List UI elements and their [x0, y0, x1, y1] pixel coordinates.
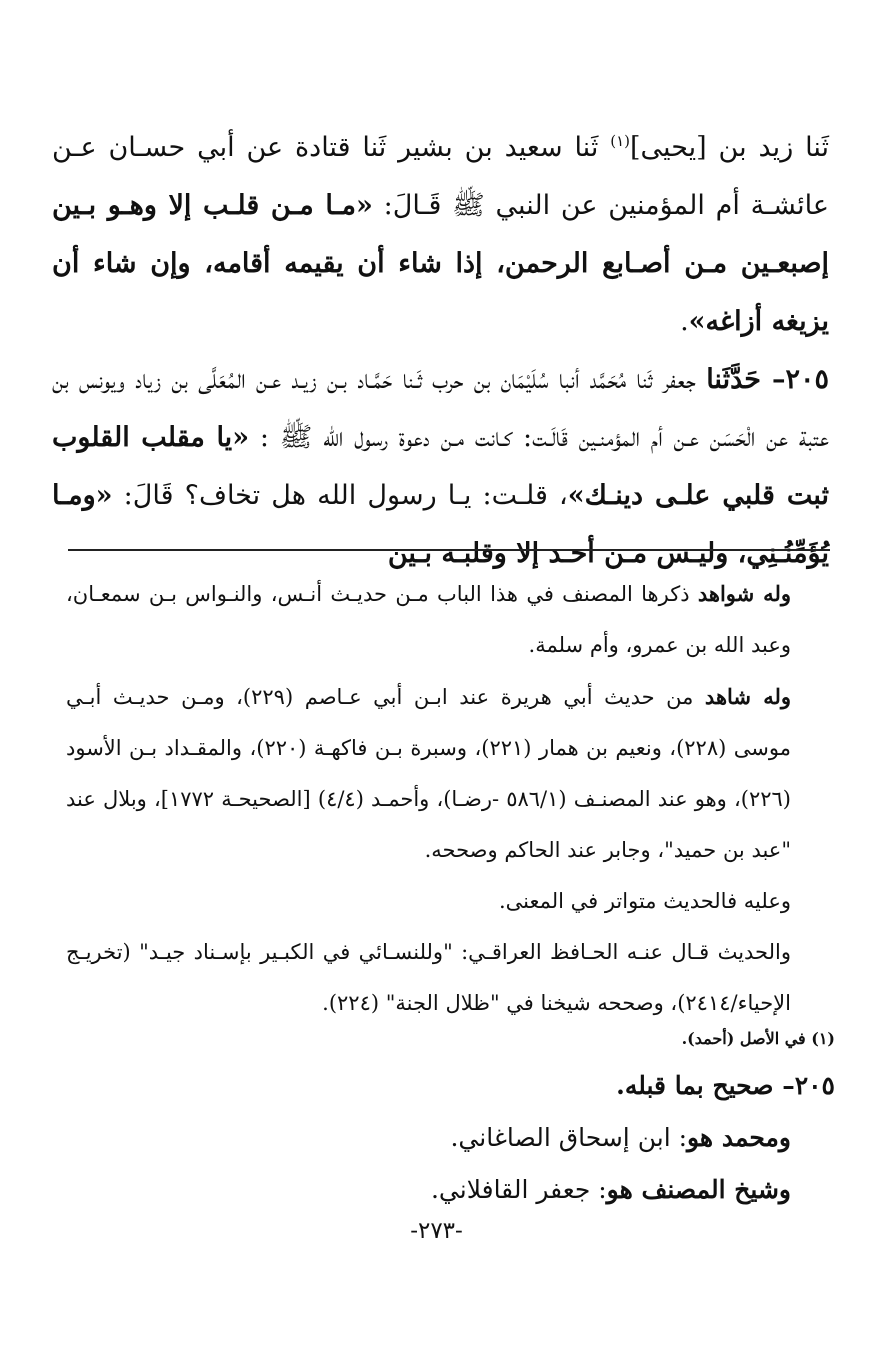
- note-paragraph: والحديث قـال عنـه الحـافظ العراقـي: "وللنسـائي في الكبـير بإسـناد جيـد" (تخريـج الإحياء/٢٤١٤)، وصححه شيخنا في "ظلال الجنة" (٢٢٤).: [66, 940, 791, 1015]
- hadith-matn: «ومـا يُؤَمِّنُـنِي، وليـس مـن أحـد إلا وقلبـه بـين: [52, 480, 829, 569]
- grading-line: [50, 1164, 835, 1216]
- grading-lead: ومحمد هو: [687, 1123, 791, 1152]
- note-lead: وله شاهد: [704, 684, 792, 709]
- isnad-text: ثَنا زيد بن [يحيى]: [630, 132, 830, 163]
- isnad-text: ثَنا سعيد بن بشير ثَنا قتادة عن أبي حسـان عـن عائشـة أم المؤمنين عن النبي ﷺ قَـالَ:: [52, 132, 830, 221]
- hadith-matn: «يا مقلب القلوب ثبت قلبي علـى دينـك»: [52, 422, 829, 511]
- footnote-separator: [68, 549, 830, 551]
- note-paragraph: [66, 671, 791, 876]
- grading-heading: ٢٠٥– صحيح بما قبله.: [616, 1071, 835, 1100]
- grading-section: [50, 1060, 835, 1216]
- note-paragraph: [66, 568, 791, 671]
- note-text: ذكرها المصنف في هذا الباب مـن حديـث أنـس، والنـواس بـن سمعـان، وعبد الله بن عمرو، وأم سلمة.: [66, 582, 791, 657]
- note-paragraph: وعليه فالحديث متواتر في المعنى.: [498, 889, 791, 913]
- punctuation: .: [680, 306, 689, 337]
- footnote-1: (١) في الأصل (أحمد).: [681, 1029, 835, 1048]
- hadith-matn: «مـا مـن قلـب إلا وهـو بـين إصبعـين مـن أصـابع الرحمن، إذا شاء أن يقيمه أقامه، وإن شاء أن يزيغه أزاغه»: [52, 190, 829, 337]
- grading-text: : جعفر القافلاني.: [430, 1175, 607, 1204]
- note-lead: وله شواهد: [697, 581, 791, 606]
- note-text: من حديث أبي هريرة عند ابـن أبي عـاصم (٢٢٩)، ومـن حديـث أبـي موسى (٢٢٨)، ونعيم بن همار (٢٢١)، وسبرة بـن فاكهـة (٢٢٠)، والمقـداد بـن الأسود (٢٢٦)، وهو عند المصنـف (٥٨٦/١ -رضـا)، وأحمـد (٤/٤) [الصحيحـة ١٧٧٢]، وبلال عند "عبد بن حميد"، وجابر عند الحاكم وصححه.: [66, 685, 791, 862]
- grading-text: : ابن إسحاق الصاغاني.: [450, 1123, 688, 1152]
- footnote-reference: (١): [610, 132, 631, 150]
- isnad-text: جعفر ثَنا مُحَمَّد أنبا سُلَيْمَان بن حرب ثَـنا حَمَّـاد بـن زيـد عـن المُعَلَّى بن زياد ويونس بن عتبة عن الْحَسَن عـن أم المؤمنـين قَالَـت: كـانت مـن دعوة رسول الله ﷺ :: [52, 364, 830, 453]
- takhrij-notes: [66, 568, 791, 1029]
- narration-text: ، قلـت: يـا رسول الله هل تخاف؟ قَالَ:: [112, 480, 568, 511]
- hadith-text-block: [52, 112, 829, 583]
- grading-lead: وشيخ المصنف هو: [606, 1175, 791, 1204]
- page-number: -٢٧٣-: [410, 1218, 463, 1244]
- hadith-paragraph-204: [52, 112, 829, 351]
- grading-line: [50, 1112, 835, 1164]
- hadith-number: ٢٠٥– حَدَّثَنا: [706, 364, 829, 395]
